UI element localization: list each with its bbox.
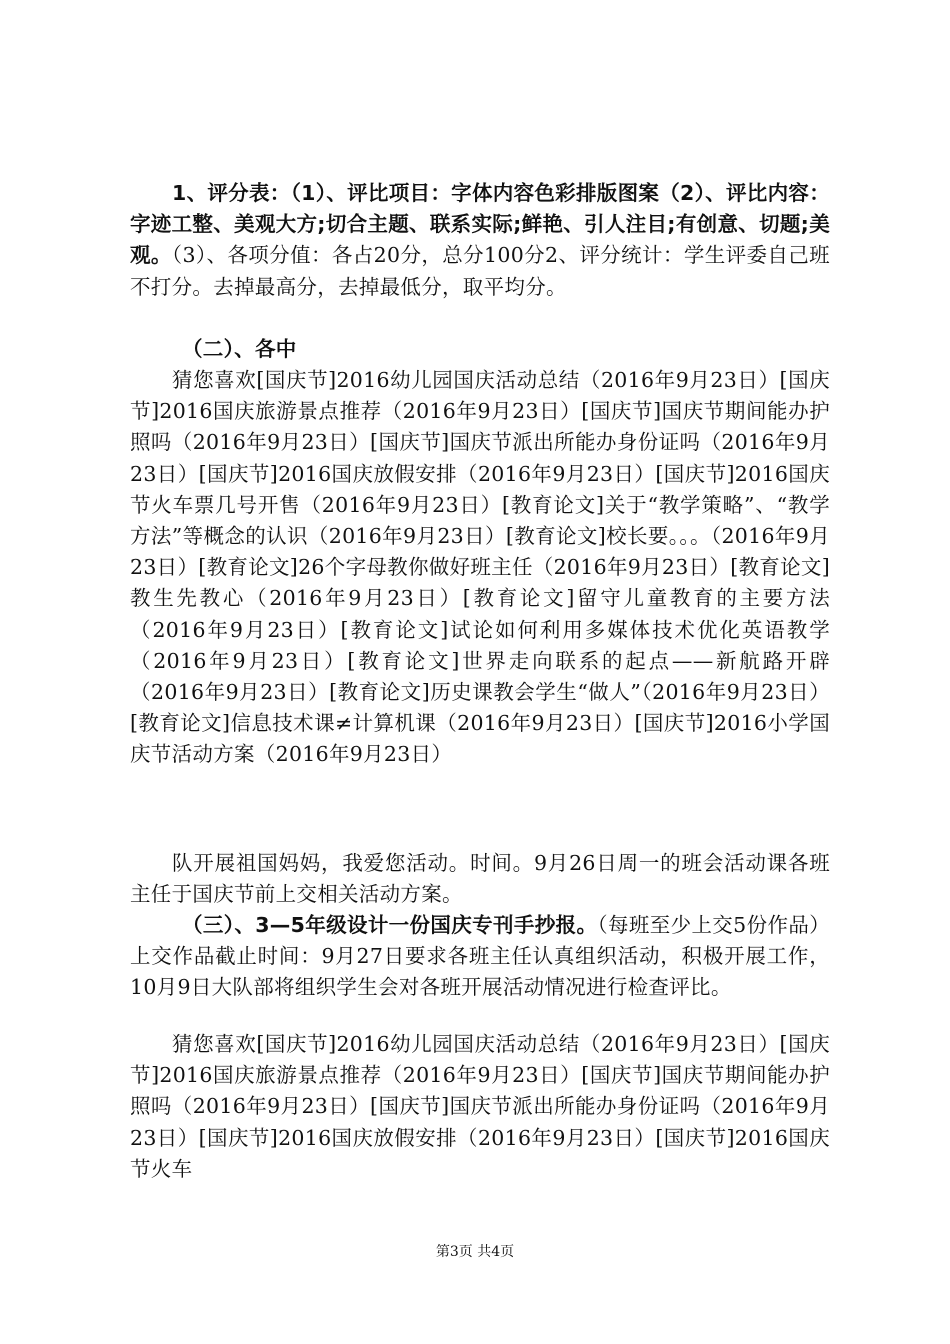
- scoring-criteria-plain: （3）、各项分值：各占20分，总分100分2、评分统计：学生评委自己班不打分。去掉最高分，去掉最低分，取平均分。: [130, 243, 830, 299]
- handwritten-newspaper-section: [130, 910, 830, 1004]
- scoring-criteria-bold: 1、评分表：（1）、评比项目：字体内容色彩排版图案（2）、评比内容：字迹工整、美观大方;切合主题、联系实际;鲜艳、引人注目;有创意、切题;美观。: [130, 181, 830, 268]
- activity-paragraph: 队开展祖国妈妈，我爱您活动。时间。9月26日周一的班会活动课各班主任于国庆节前上交相关活动方案。: [130, 851, 830, 907]
- section-heading-2: [130, 334, 830, 365]
- section-heading-3: （三）、3—5年级设计一份国庆专刊手抄报。: [182, 913, 598, 937]
- related-links-block-2: 猜您喜欢[国庆节]2016幼儿园国庆活动总结（2016年9月23日）[国庆节]2016国庆旅游景点推荐（2016年9月23日）[国庆节]国庆节期间能办护照吗（2016年9月23日）[国庆节]国庆节派出所能办身份证吗（2016年9月23日）[国庆节]2016国庆放假安排（2016年9月23日）[国庆节]2016国庆节火车: [130, 1032, 830, 1181]
- section3-details: （每班至少上交5份作品）上交作品截止时间：9月27日要求各班主任认真组织活动，积极开展工作，10月9日大队部将组织学生会对各班开展活动情况进行检查评比。: [130, 913, 830, 1000]
- section-heading-2-text: （二）、各中: [182, 337, 297, 361]
- related-links-block-1: 猜您喜欢[国庆节]2016幼儿园国庆活动总结（2016年9月23日）[国庆节]2016国庆旅游景点推荐（2016年9月23日）[国庆节]国庆节期间能办护照吗（2016年9月23日）[国庆节]国庆节派出所能办身份证吗（2016年9月23日）[国庆节]2016国庆放假安排（2016年9月23日）[国庆节]2016国庆节火车票几号开售（2016年9月23日）[教育论文]关于“教学策略”、“教学方法”等概念的认识（2016年9月23日）[教育论文]校长要。。。（2016年9月23日）[教育论文]26个字母教你做好班主任（2016年9月23日）[教育论文]教生先教心（2016年9月23日）[教育论文]留守儿童教育的主要方法（2016年9月23日）[教育论文]试论如何利用多媒体技术优化英语教学（2016年9月23日）[教育论文]世界走向联系的起点——新航路开辟（2016年9月23日）[教育论文]历史课教会学生“做人”（2016年9月23日）[教育论文]信息技术课≠计算机课（2016年9月23日）[国庆节]2016小学国庆节活动方案（2016年9月23日）: [130, 368, 830, 767]
- scoring-section: [130, 178, 830, 303]
- page-footer: 第3页 共4页: [435, 1244, 515, 1260]
